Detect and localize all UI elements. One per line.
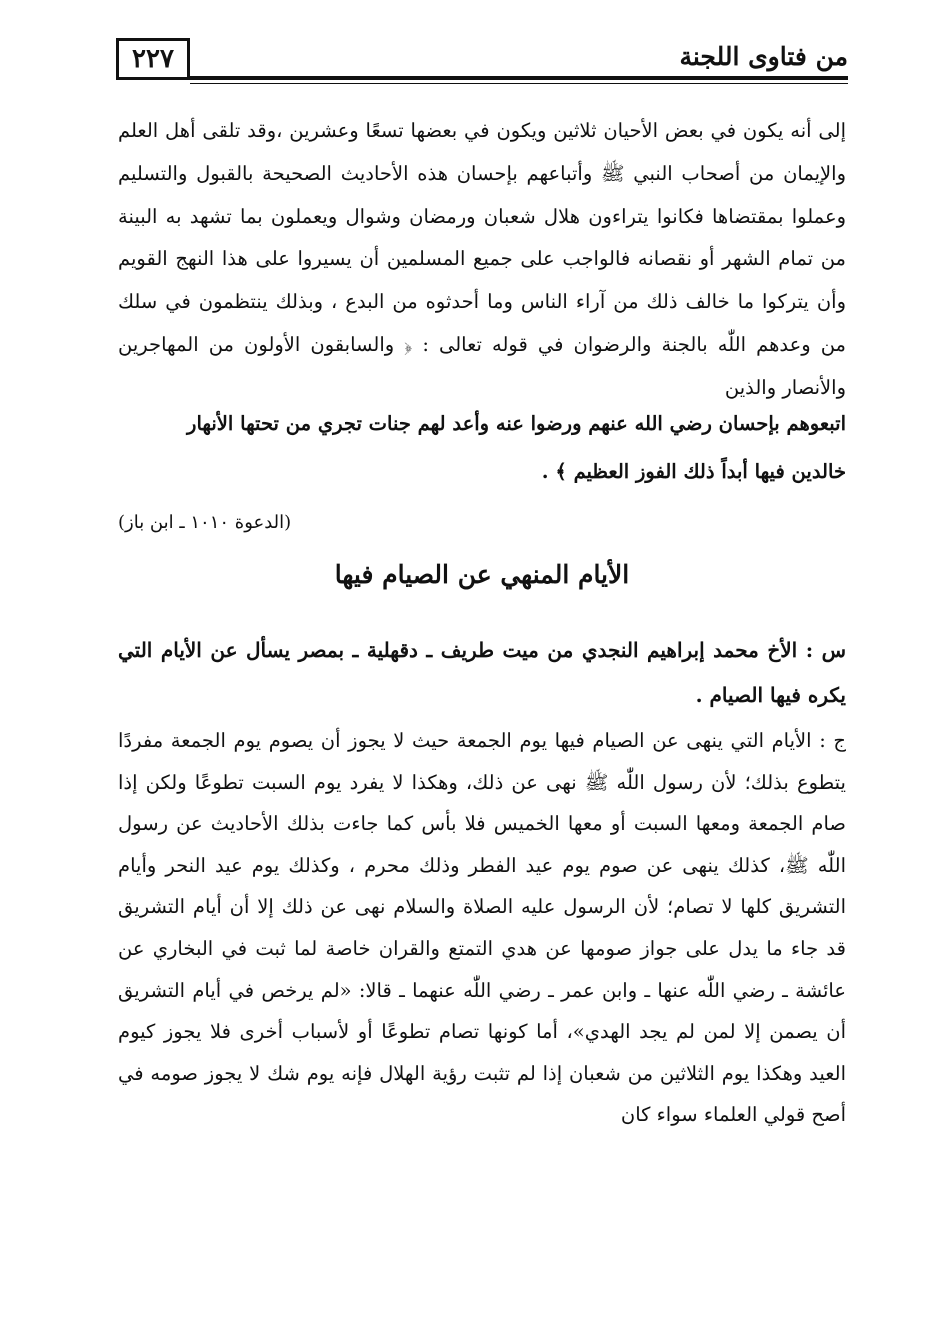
- page-number: ٢٢٧: [116, 38, 190, 80]
- header-rule-thin: [190, 83, 848, 84]
- page-header: [116, 38, 848, 93]
- answer-text: ج : الأيام التي ينهى عن الصيام فيها يوم الجمعة حيث لا يجوز أن يصوم يوم الجمعة مفردًا يتطوع بذلك؛ لأن رسول اللّٰه ﷺ نهى عن ذلك، وهكذا لا يفرد يوم السبت تطوعًا ولكن إذا صام الجمعة ومعها السبت أو معها الخميس فلا بأس كما جاءت بذلك الأحاديث عن رسول اللّٰه ﷺ، كذلك ينهى عن صوم يوم عيد الفطر وذلك محرم ، وكذلك يوم عيد النحر وأيام التشريق كلها لا تصام؛ لأن الرسول عليه الصلاة والسلام نهى عن ذلك إلا أن أيام التشريق قد جاء ما يدل على جواز صومها عن هدي التمتع والقران خاصة لما ثبت في البخاري عن عائشة ـ رضي اللّٰه عنها ـ وابن عمر ـ رضي اللّٰه عنهما ـ قالا: «لم يرخص في أيام التشريق أن يصمن إلا لمن لم يجد الهدي»، أما كونها تصام تطوعًا أو لأسباب أخرى فلا يجوز كيوم العيد وهكذا يوم الثلاثين من شعبان إذا لم تثبت رؤية الهلال فإنه يوم شك لا يجوز صومه في أصح قولي العلماء سواء كان: [118, 729, 846, 1127]
- paragraph: إلى أنه يكون في بعض الأحيان ثلاثين ويكون في بعضها تسعًا وعشرين ،وقد تلقى أهل العلم والإيمان من أصحاب النبي ﷺ وأتباعهم بإحسان هذه الأحاديث الصحيحة بالقبول والتسليم وعملوا بمقتضاها فكانوا يتراءون هلال شعبان ورمضان وشوال ويعملون بما تشهد به البينة من تمام الشهر أو نقصانه فالواجب على جميع المسلمين أن يسيروا على هذا النهج القويم وأن يتركوا ما خالف ذلك من آراء الناس وما أحدثوه من البدع ، وبذلك ينتظمون في سلك من وعدهم اللّٰه بالجنة والرضوان في قوله تعالى : ﴿ والسابقون الأولون من المهاجرين والأنصار والذين: [118, 119, 846, 399]
- quran-quote-line: خالدين فيها أبداً ذلك الفوز العظيم ﴾ .: [541, 460, 846, 483]
- header-rule: [190, 76, 848, 80]
- quran-quote-line: اتبعوهم بإحسان رضي الله عنهم ورضوا عنه وأعد لهم جنات تجري من تحتها الأنهار: [187, 412, 846, 435]
- section-title: الأيام المنهي عن الصيام فيها: [334, 560, 630, 589]
- question-text: س : الأخ محمد إبراهيم النجدي من ميت طريف ـ دقهلية ـ بمصر يسأل عن الأيام التي يكره فيها الصيام .: [118, 638, 846, 707]
- source-citation: (الدعوة ١٠١٠ ـ ابن باز): [118, 512, 292, 533]
- book-title: من فتاوى اللجنة: [679, 42, 848, 71]
